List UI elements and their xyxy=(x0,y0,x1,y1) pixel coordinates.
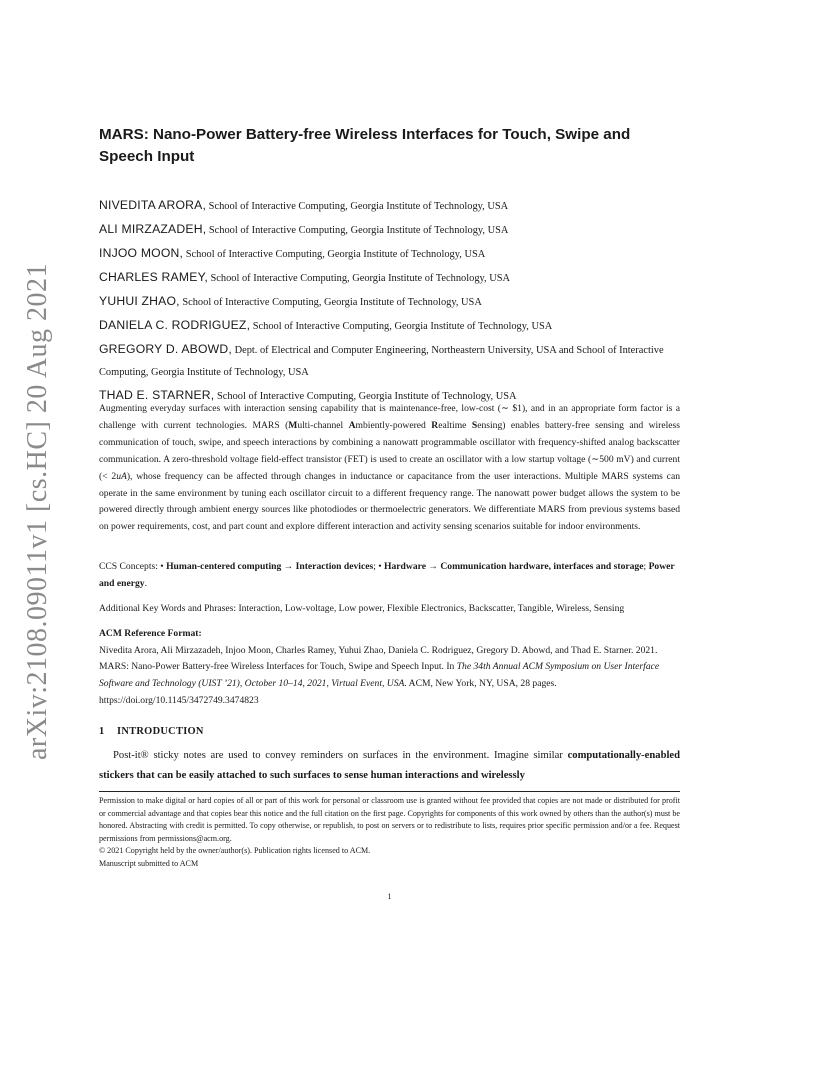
ccs-separator: ; xyxy=(643,561,649,572)
section-number: 1 xyxy=(99,726,105,737)
author-name: YUHUI ZHAO, xyxy=(99,294,180,308)
intro-paragraph xyxy=(99,746,680,786)
ccs-concepts xyxy=(99,559,680,592)
abstract-unit: uA xyxy=(116,470,127,482)
abstract-text: mbiently-powered xyxy=(355,419,432,431)
author-affiliation: School of Interactive Computing, Georgia Institute of Technology, USA xyxy=(207,273,511,284)
abstract-text: ealtime xyxy=(438,419,472,431)
copyright-notice: © 2021 Copyright held by the owner/author(s). Publication rights licensed to ACM. xyxy=(99,846,371,855)
author-name: INJOO MOON, xyxy=(99,246,184,260)
abstract-text: ), whose frequency can be affected through changes in inductance or capacitance from the user interactions. Multiple MARS systems can operate in the same environment by tuning each oscillator circuit to a different frequency range. The nanowatt power budget allows the system to be powered directly through ambient energy sources like photodiodes or thermoelectric generators. We differentiate MARS from previous systems based on power requirements, cost, and part count and explore different interaction and activity sensing scenarios suitable for indoor environments. xyxy=(99,470,680,533)
author-affiliation: School of Interactive Computing, Georgia Institute of Technology, USA xyxy=(214,391,517,402)
ccs-prefix: CCS Concepts: • xyxy=(99,561,167,572)
abstract-acronym-letter: S xyxy=(471,419,478,431)
paper-title: MARS: Nano-Power Battery-free Wireless Interfaces for Touch, Swipe and Speech Input xyxy=(99,126,631,165)
author-name: CHARLES RAMEY, xyxy=(99,270,208,284)
abstract-text: ensing) enables battery-free sensing and wireless communication of touch, swipe, and speech interactions by combining a nanowatt programmable oscillator with frequency-shifted analog backscatter communication. A zero-threshold voltage field-effect transistor (FET) is used to create an oscillator with a low startup voltage (∼500 mV) and current (< 2 xyxy=(99,419,681,482)
author-name: ALI MIRZAZADEH, xyxy=(99,222,207,236)
author-entry xyxy=(99,314,689,338)
author-entry xyxy=(99,338,689,384)
author-affiliation: School of Interactive Computing, Georgia Institute of Technology, USA xyxy=(179,297,482,308)
author-affiliation: School of Interactive Computing, Georgia Institute of Technology, USA xyxy=(206,201,509,212)
author-entry xyxy=(99,266,689,290)
author-name: THAD E. STARNER, xyxy=(99,388,215,402)
author-entry xyxy=(99,194,689,218)
section-heading xyxy=(99,726,680,737)
abstract-acronym-letter: R xyxy=(431,419,439,431)
arxiv-identifier: arXiv:2108.09011v1 [cs.HC] 20 Aug 2021 xyxy=(22,262,53,760)
author-affiliation: School of Interactive Computing, Georgia Institute of Technology, USA xyxy=(250,321,553,332)
intro-emphasis: computationally-enabled stickers that can be easily attached to such surfaces to sense human interactions and wirelessly xyxy=(99,750,680,781)
author-affiliation: School of Interactive Computing, Georgia Institute of Technology, USA xyxy=(183,249,486,260)
acm-reference-citation xyxy=(99,643,680,710)
footnote-divider xyxy=(99,791,680,792)
permission-text: Permission to make digital or hard copies of all or part of this work for personal or classroom use is granted without fee provided that copies are not made or distributed for profit or commercial advantage and that copies bear this notice and the full citation on the first page. Copyrights for components of this work owned by others than the author(s) must be honored. Abstracting with credit is permitted. To copy otherwise, or republish, to post on servers or to redistribute to lists, requires prior specific permission and/or a fee. Request permissions from permissions@acm.org. xyxy=(99,796,680,843)
additional-keywords: Additional Key Words and Phrases: Interaction, Low-voltage, Low power, Flexible Electronics, Backscatter, Tangible, Wireless, Sensing xyxy=(99,603,625,614)
manuscript-note: Manuscript submitted to ACM xyxy=(99,858,199,868)
author-list xyxy=(99,194,689,408)
author-affiliation: Dept. of Electrical and Computer Engineering, Northeastern University, USA and School of Interactive Computing, Georgia Institute of Technology, USA xyxy=(99,345,664,378)
ccs-separator: ; • xyxy=(373,561,385,572)
author-entry xyxy=(99,218,689,242)
acm-reference-format xyxy=(99,626,680,710)
ccs-concept: Hardware → Communication hardware, interfaces and storage xyxy=(384,561,644,572)
citation-venue: The 34th Annual ACM Symposium on User Interface Software and Technology (UIST ’21), October 10–14, 2021, Virtual Event, USA. xyxy=(99,661,660,690)
author-entry xyxy=(99,242,689,266)
citation-text: Nivedita Arora, Ali Mirzazadeh, Injoo Moon, Charles Ramey, Yuhui Zhao, Daniela C. Rodriguez, Gregory D. Abowd, and Thad E. Starner. 2021. MARS: Nano-Power Battery-free Wireless Interfaces for Touch, Swipe and Speech Input. In xyxy=(99,644,658,673)
permission-footnote xyxy=(99,795,680,870)
abstract xyxy=(99,401,680,536)
author-affiliation: School of Interactive Computing, Georgia Institute of Technology, USA xyxy=(206,225,509,236)
abstract-text: ulti-channel xyxy=(297,419,349,431)
ccs-end: . xyxy=(144,577,147,589)
ccs-concept: Human-centered computing → Interaction devices xyxy=(166,561,374,572)
author-name: DANIELA C. RODRIGUEZ, xyxy=(99,318,251,332)
abstract-text: Augmenting everyday surfaces with interaction sensing capability that is maintenance-free, low-cost (∼ $1), and in an appropriate form factor is a challenge with current technologies. MARS ( xyxy=(99,403,680,431)
author-entry xyxy=(99,290,689,314)
citation-text: ACM, New York, NY, USA, 28 pages. https://doi.org/10.1145/3472749.3474823 xyxy=(99,678,557,706)
intro-text: Post-it® sticky notes are used to convey reminders on surfaces in the environment. Imagine similar xyxy=(113,750,568,761)
author-name: NIVEDITA ARORA, xyxy=(99,198,207,212)
page-number: 1 xyxy=(387,892,392,901)
section-title: INTRODUCTION xyxy=(117,726,204,737)
abstract-acronym-letter: M xyxy=(288,419,298,431)
author-name: GREGORY D. ABOWD, xyxy=(99,342,232,356)
ccs-concept: Power and energy xyxy=(99,561,675,589)
abstract-acronym-letter: A xyxy=(348,419,356,431)
acm-reference-heading: ACM Reference Format: xyxy=(99,628,202,639)
